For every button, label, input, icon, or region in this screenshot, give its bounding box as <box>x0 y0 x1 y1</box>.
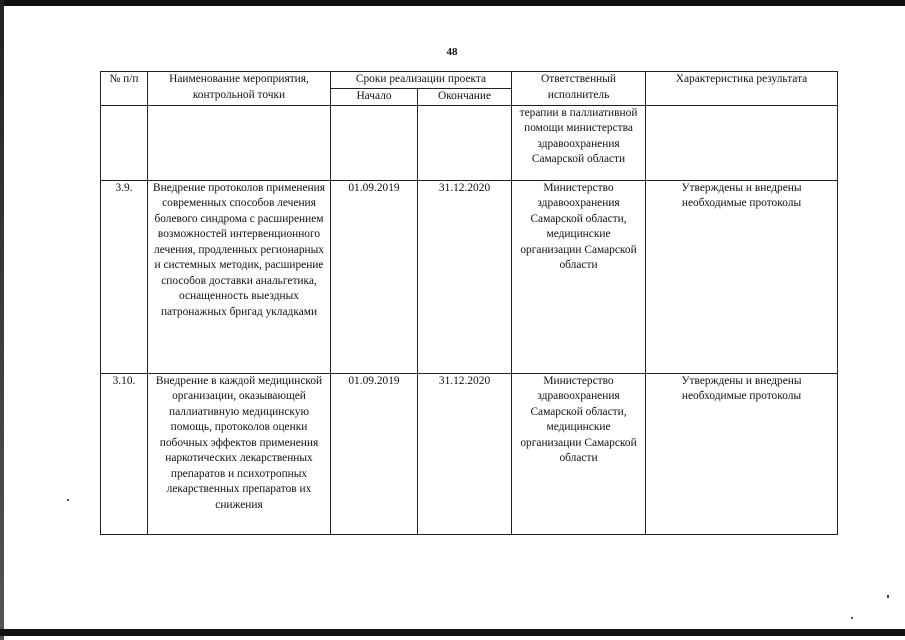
table-row <box>101 180 838 373</box>
header-result: Характеристика результата <box>646 72 838 106</box>
cell-responsible: терапии в паллиативной помощи министерства здравоохранения Самарской области <box>512 105 646 180</box>
cell-end: 31.12.2020 <box>418 373 512 534</box>
cell-start: 01.09.2019 <box>331 373 418 534</box>
header-period: Сроки реализации проекта <box>331 72 512 89</box>
cell-name: Внедрение протоколов применения современных способов лечения болевого синдрома с расширением возможностей интервенционного лечения, продленных регионарных и системных методик, расширение способов доставки анальгетика, оснащенность выездных патронажных бригад укладками <box>148 180 331 373</box>
header-start: Начало <box>331 88 418 105</box>
cell-end <box>418 105 512 180</box>
cell-end: 31.12.2020 <box>418 180 512 373</box>
cell-result: Утверждены и внедрены необходимые протоколы <box>646 373 838 534</box>
cell-number <box>101 105 148 180</box>
table-row <box>101 373 838 534</box>
cell-number: 3.9. <box>101 180 148 373</box>
cell-start <box>331 105 418 180</box>
scan-top-edge <box>0 0 905 6</box>
table-row-continuation <box>101 105 838 180</box>
page-number: 48 <box>446 46 458 58</box>
cell-result: Утверждены и внедрены необходимые протоколы <box>646 180 838 373</box>
header-name: Наименование мероприятия, контрольной точки <box>148 72 331 106</box>
cell-start: 01.09.2019 <box>331 180 418 373</box>
header-end: Окончание <box>418 88 512 105</box>
cell-result <box>646 105 838 180</box>
scan-left-edge <box>0 0 4 640</box>
scan-bottom-edge <box>0 629 905 636</box>
scan-speck <box>67 499 69 501</box>
activity-table <box>100 71 838 535</box>
header-responsible: Ответственный исполнитель <box>512 72 646 106</box>
cell-responsible: Министерство здравоохранения Самарской области, медицинские организации Самарской области <box>512 180 646 373</box>
cell-responsible: Министерство здравоохранения Самарской области, медицинские организации Самарской области <box>512 373 646 534</box>
cell-name: Внедрение в каждой медицинской организации, оказывающей паллиативную медицинскую помощь, протоколов оценки побочных эффектов применения наркотических лекарственных препаратов и психотропных лекарственных препаратов их снижения <box>148 373 331 534</box>
cell-name <box>148 105 331 180</box>
scan-speck <box>887 595 889 598</box>
header-number: № п/п <box>101 72 148 106</box>
cell-number: 3.10. <box>101 373 148 534</box>
scan-speck <box>851 617 853 619</box>
